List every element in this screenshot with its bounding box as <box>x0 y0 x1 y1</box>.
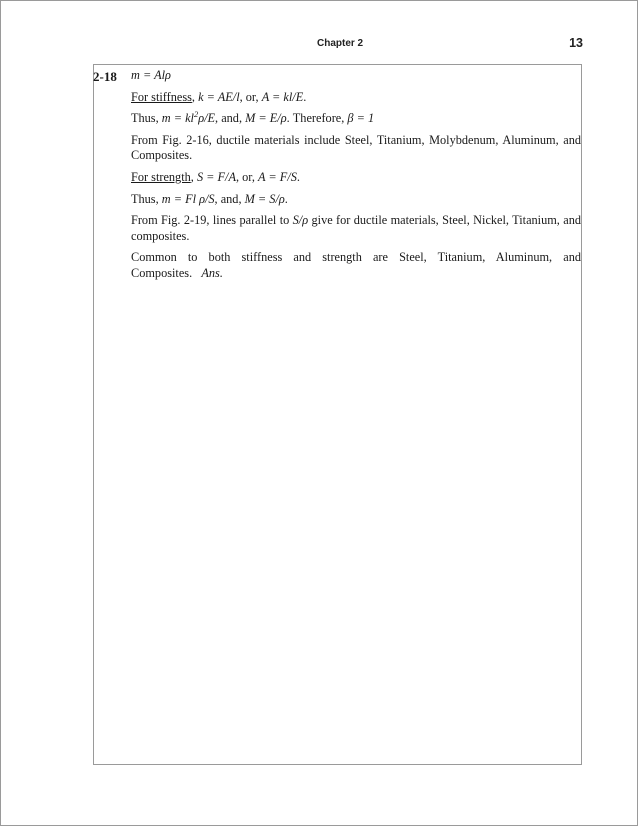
text: . <box>284 191 288 206</box>
fig-2-19-paragraph <box>131 213 581 243</box>
strength-heading: For strength <box>131 170 191 185</box>
text: give for ductile materials, Steel, Nickel, Titanium, and composites. <box>131 213 582 243</box>
superscript: 2 <box>193 109 199 120</box>
math-expr: A = kl/E <box>261 89 304 104</box>
text: . <box>303 89 307 104</box>
stiffness-result-line <box>131 111 581 126</box>
text: Thus, <box>131 111 162 126</box>
answer-marker: Ans. <box>201 265 223 280</box>
fig-2-16-paragraph: From Fig. 2-16, ductile materials include Steel, Titanium, Molybdenum, Aluminum, and Composites. <box>131 133 581 163</box>
math-expr: M = E/ρ <box>245 111 287 126</box>
math-expr: β = 1 <box>347 111 375 126</box>
text: Thus, <box>131 191 162 206</box>
math-expr: m = Fl ρ/S <box>161 191 215 206</box>
stiffness-heading: For stiffness <box>131 89 192 104</box>
strength-line <box>131 170 581 185</box>
math-part: m = kl <box>161 111 194 126</box>
text: , <box>190 170 197 185</box>
math-expr: M = S/ρ <box>244 191 285 206</box>
math-expr <box>162 111 215 125</box>
math-expr: A = F/S <box>258 170 297 185</box>
chapter-label: Chapter 2 <box>317 38 364 49</box>
math-expr: S = F/A <box>196 170 236 185</box>
strength-result-line <box>131 192 581 207</box>
page-number: 13 <box>569 36 583 50</box>
text: Common to both stiffness and strength are Steel, Titanium, Aluminum, and Composites. <box>131 250 581 280</box>
stiffness-line <box>131 90 581 105</box>
text: , <box>191 89 199 104</box>
text: , and, <box>215 111 246 126</box>
text: , and, <box>214 191 245 206</box>
math-expr: m = Alρ <box>131 68 171 82</box>
text: . Therefore, <box>286 111 348 126</box>
text: From Fig. 2-19, lines parallel to <box>131 213 293 228</box>
math-part: ρ/E <box>198 111 216 126</box>
math-expr: k = AE/l <box>198 89 240 104</box>
conclusion-paragraph <box>131 250 581 280</box>
text: , or, <box>235 170 259 185</box>
text: , or, <box>239 89 262 104</box>
running-head <box>0 36 638 50</box>
equation-mass <box>131 68 581 83</box>
text: . <box>296 170 300 185</box>
problem-number: 2-18 <box>93 69 117 84</box>
math-expr: S/ρ <box>292 213 309 228</box>
solution-content <box>131 68 581 287</box>
